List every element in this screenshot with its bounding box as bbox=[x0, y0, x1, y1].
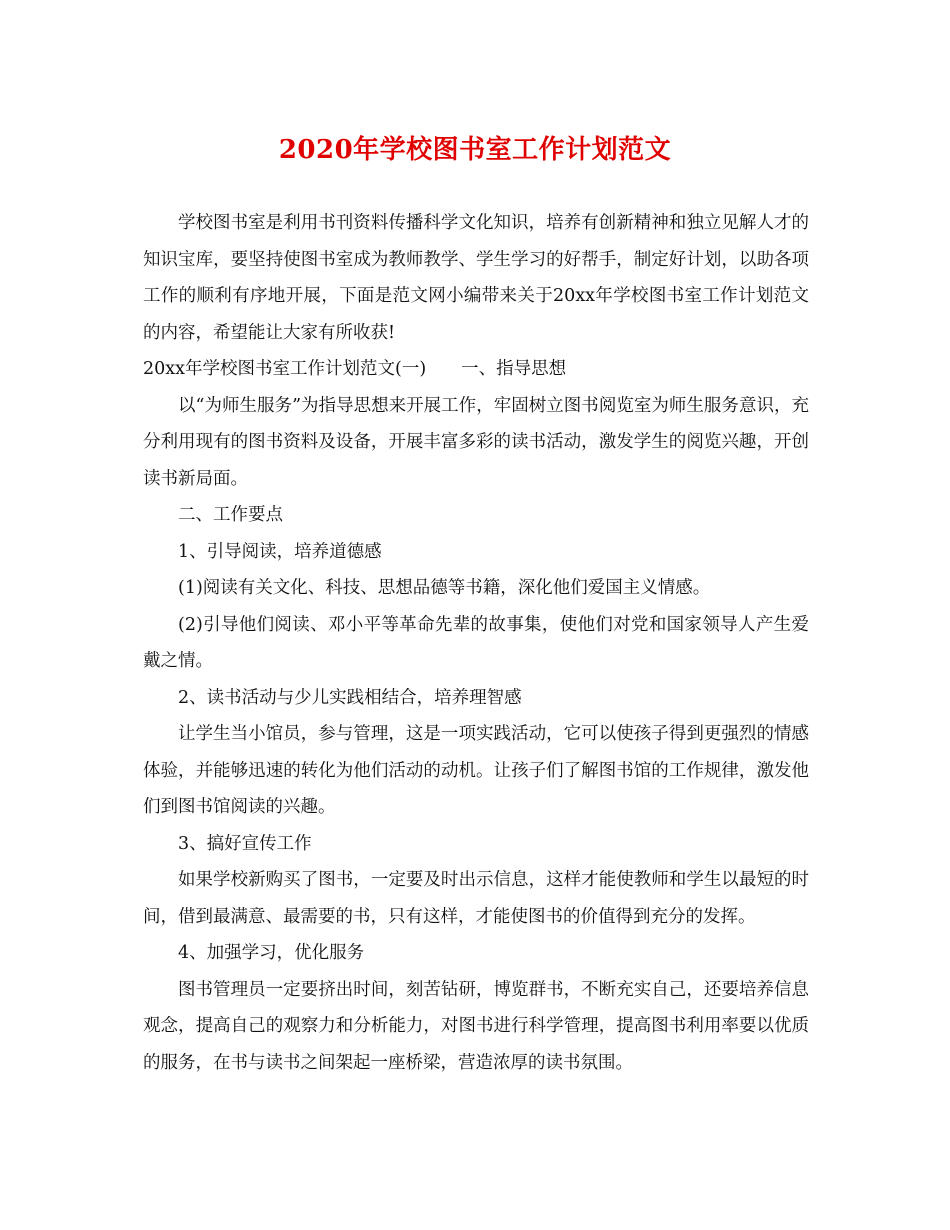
subheading-line: 20xx年学校图书室工作计划范文(一) 一、指导思想 bbox=[143, 359, 567, 379]
document-title: 2020年学校图书室工作计划范文 bbox=[278, 135, 672, 165]
point1-heading: 1、引导阅读，培养道德感 bbox=[178, 541, 382, 562]
point3-paragraph: 如果学校新购买了图书，一定要及时出示信息，这样才能使教师和学生以最短的时间，借到最满意、最需要的书，只有这样，才能使图书的价值得到充分的发挥。 bbox=[143, 870, 809, 927]
point4-heading: 4、加强学习，优化服务 bbox=[178, 943, 365, 963]
point2-paragraph: 让学生当小馆员，参与管理，这是一项实践活动，它可以使孩子得到更强烈的情感体验，并能够迅速的转化为他们活动的动机。让孩子们了解图书馆的工作规律，激发他们到图书馆阅读的兴趣。 bbox=[143, 724, 809, 817]
point3-heading: 3、搞好宣传工作 bbox=[178, 833, 312, 854]
document-body bbox=[143, 205, 809, 1081]
guiding-thought-paragraph: 以“为师生服务”为指导思想来开展工作，牢固树立图书阅览室为师生服务意识，充分利用现有的图书资料及设备，开展丰富多彩的读书活动，激发学生的阅览兴趣，开创读书新局面。 bbox=[143, 395, 809, 489]
point4-paragraph: 图书管理员一定要挤出时间，刻苦钻研，博览群书，不断充实自己，还要培养信息观念，提高自己的观察力和分析能力，对图书进行科学管理，提高图书利用率要以优质的服务，在书与读书之间架起一座桥梁，营造浓厚的读书氛围。 bbox=[143, 979, 809, 1073]
section-two-heading: 二、工作要点 bbox=[178, 505, 283, 525]
point1-item-b: (2)引导他们阅读、邓小平等革命先辈的故事集，使他们对党和国家领导人产生爱戴之情。 bbox=[143, 614, 809, 671]
point1-item-a: (1)阅读有关文化、科技、思想品德等书籍，深化他们爱国主义情感。 bbox=[178, 578, 711, 598]
intro-paragraph: 学校图书室是利用书刊资料传播科学文化知识，培养有创新精神和独立见解人才的知识宝库，要坚持使图书室成为教师教学、学生学习的好帮手，制定好计划，以助各项工作的顺利有序地开展，下面是范文网小编带来关于20xx年学校图书室工作计划范文的内容，希望能让大家有所收获! bbox=[143, 213, 809, 343]
point2-heading: 2、读书活动与少儿实践相结合，培养理智感 bbox=[178, 687, 522, 708]
